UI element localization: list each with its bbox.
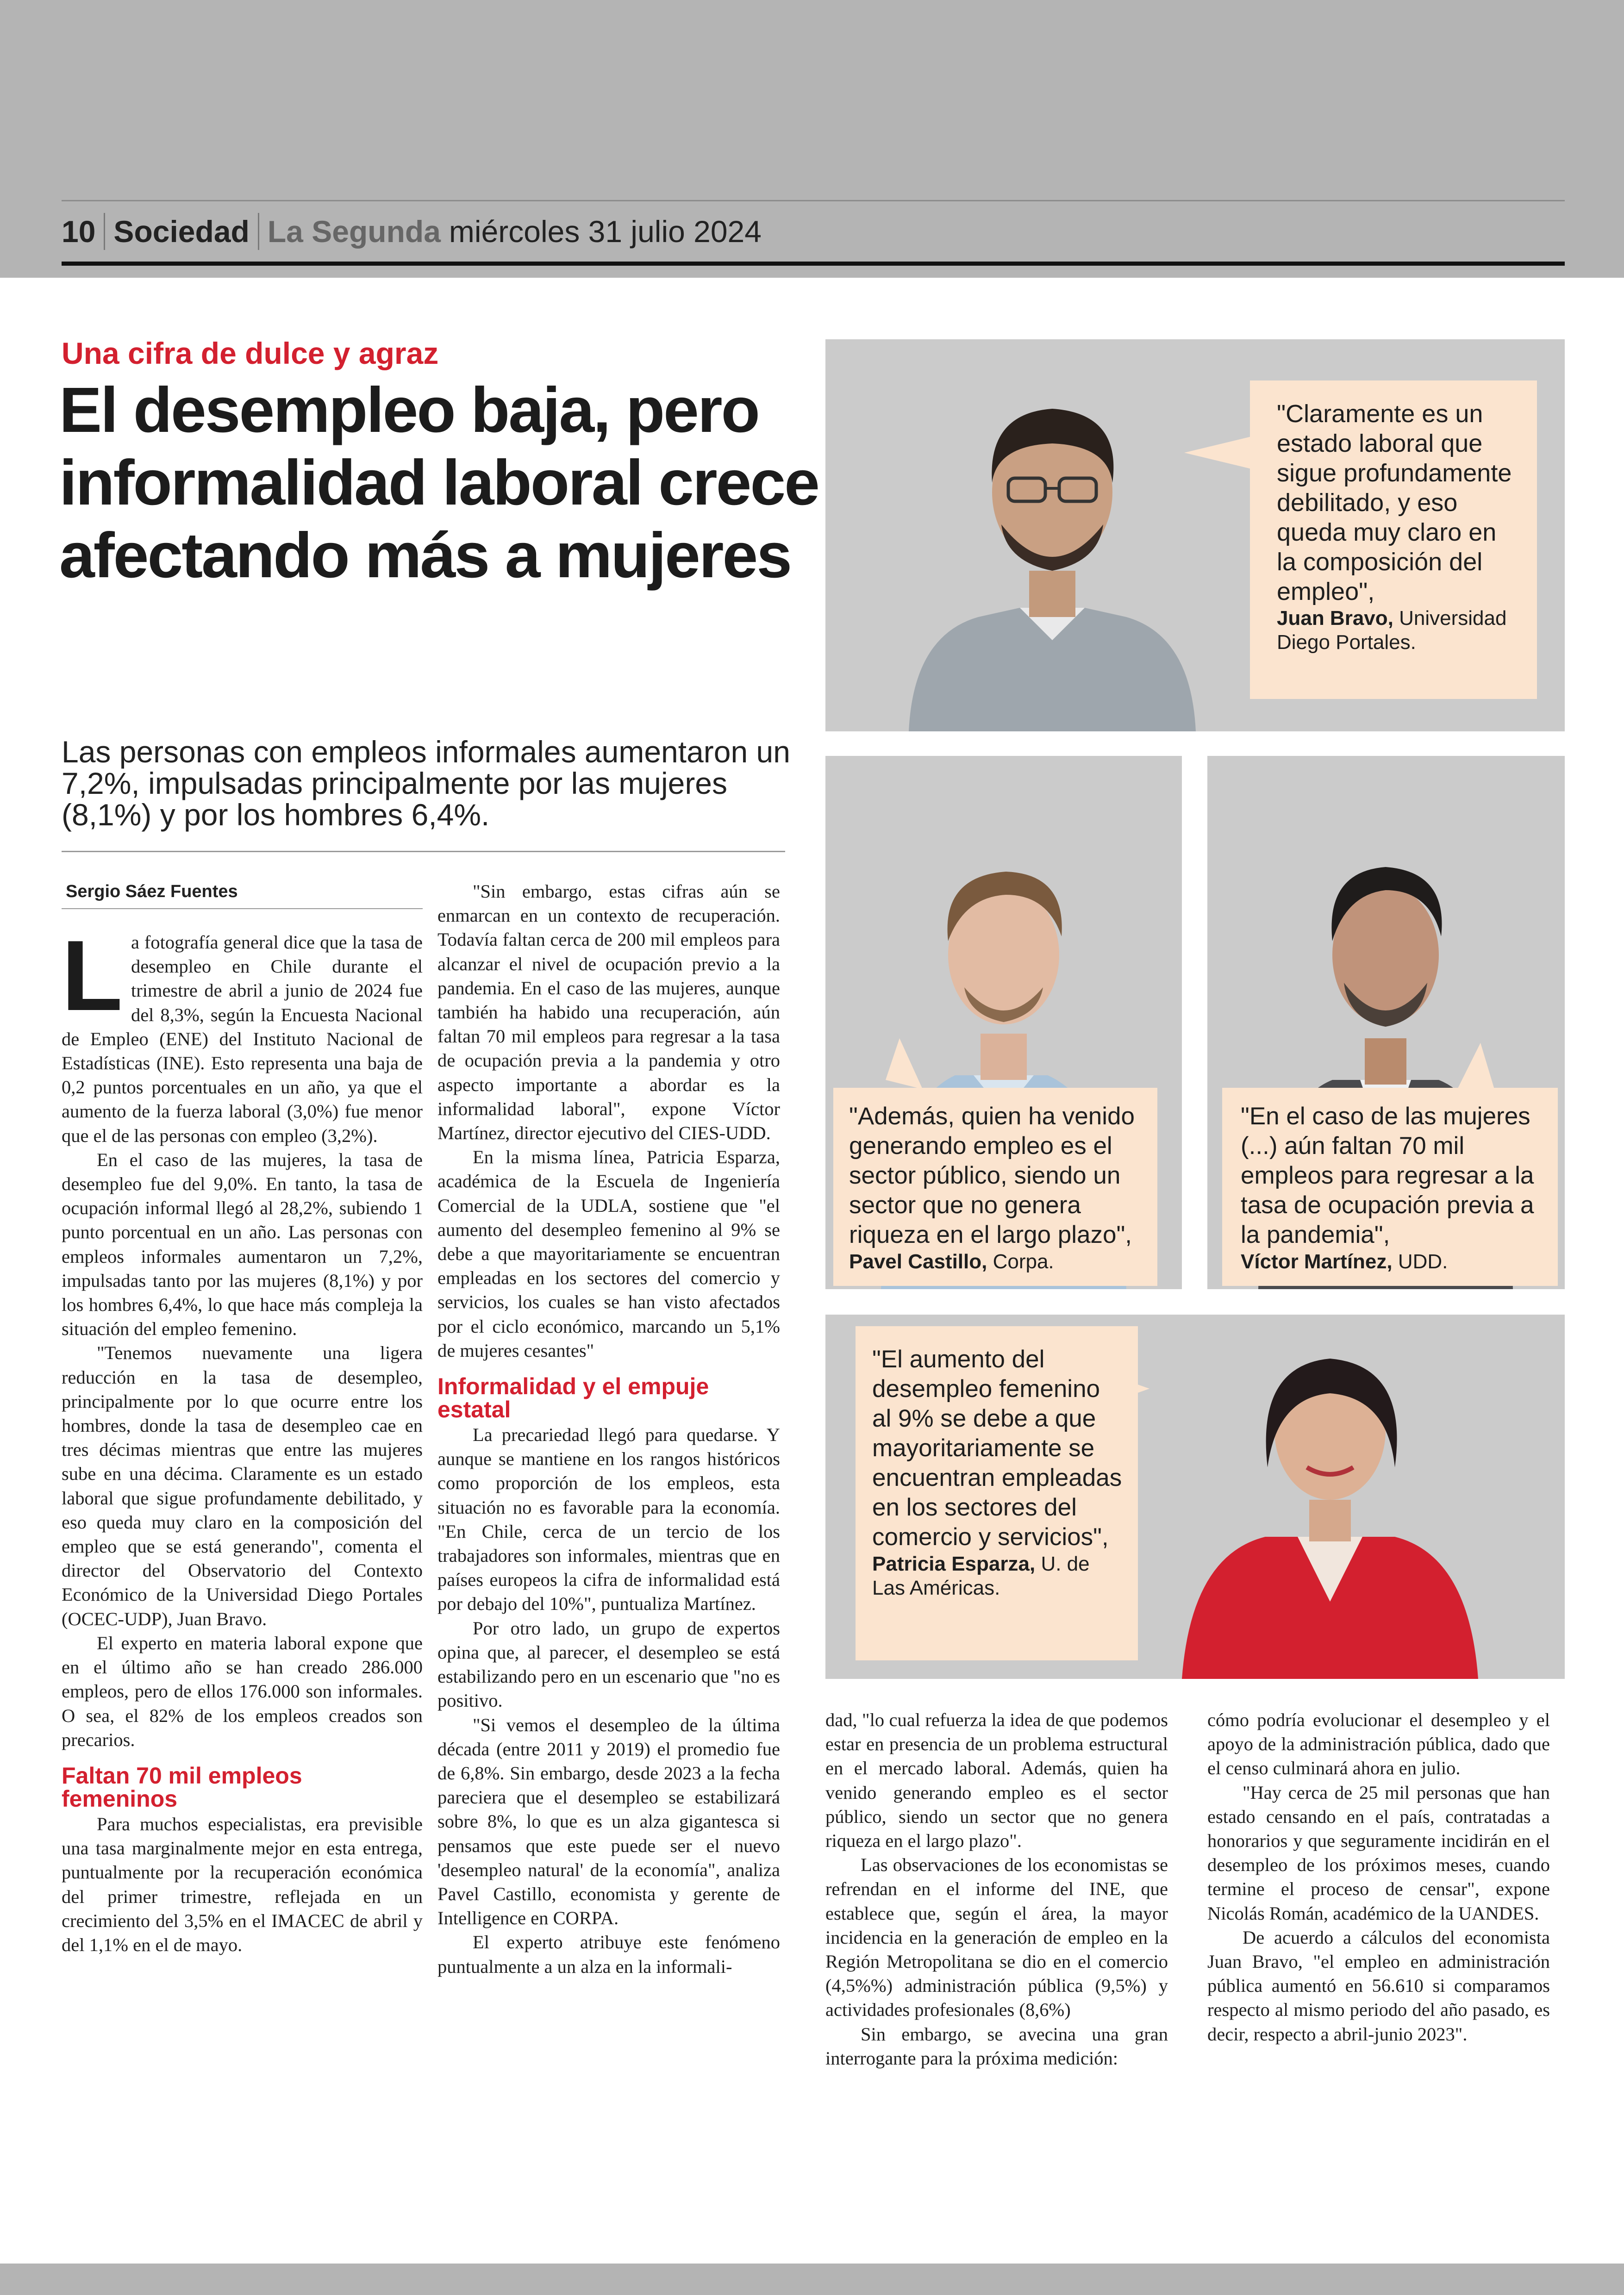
paragraph: dad, "lo cual refuerza la idea de que podemos estar en presencia de un problema estructural en el mercado laboral. Además, quien ha venido generando empleo es el sector público, siendo un sector que no genera riqueza en el largo plazo". — [825, 1709, 1168, 1852]
quote-attribution — [872, 1552, 1124, 1600]
paragraph: Por otro lado, un grupo de expertos opina que, al parecer, el desempleo se está estabilizando pero en un escenario que "no es positivo. — [437, 1617, 780, 1711]
paragraph: "Tenemos nuevamente una ligera reducción en la tasa de desempleo, principalmente por lo que ocurre entre los hombres, donde la tasa de desempleo cae en tres décimas mientras que entre las mujeres sube en una décima. Claramente es un estado laboral que sigue profundamente debilitado, y eso queda muy claro en la composición del empleo que se está generando", comenta el director del Observatorio del Contexto Económico de la Universidad Diego Portales (OCEC-UDP), Juan Bravo. — [62, 1342, 423, 1629]
quote-attribution — [1277, 606, 1518, 655]
paragraph: Para muchos especialistas, era previsible una tasa marginalmente mejor en esta entrega, puntualmente por la recuperación económica del primer trimestre, reflejada en un crecimiento del 3,5% en el IMACEC de abril y del 1,1% en el de mayo. — [62, 1813, 423, 1955]
quote-affiliation: U. de Las Américas. — [872, 1553, 1090, 1599]
paragraph: El experto atribuye este fenómeno puntualmente a un alza en la informali- — [437, 1932, 780, 1977]
paragraph: cómo podría evolucionar el desempleo y el apoyo de la administración pública, dado que el censo culminará ahora en julio. — [1207, 1709, 1550, 1779]
deck-rule — [62, 851, 785, 852]
paragraph: "Sin embargo, estas cifras aún se enmarcan en un contexto de recuperación. Todavía faltan cerca de 200 mil empleos para alcanzar el nivel de ocupación previo a la pandemia. En el caso de las mujeres, aunque también ha habido una recuperación, aún faltan 70 mil empleos para regresar a la tasa de ocupación previa a la pandemia y otro aspecto importante a abordar es la informalidad laboral", expone Víctor Martínez, director ejecutivo del CIES-UDD. — [437, 881, 780, 1144]
quote-affiliation: UDD. — [1398, 1250, 1448, 1273]
pull-quote-juan-bravo — [1250, 380, 1537, 699]
pull-quote-pavel-castillo — [833, 1088, 1157, 1286]
paragraph: "Si vemos el desempleo de la última década (entre 2011 y 2019) el promedio fue de 6,8%. Sin embargo, desde 2023 a la fecha pareciera que el desempleo se estabilizará sobre 8%, lo que es un alza gigantesca si pensamos que este puede ser el nuevo 'desempleo natural' de la economía", analiza Pavel Castillo, economista y gerente de Intelligence en CORPA. — [437, 1714, 780, 1929]
quote-speaker: Patricia Esparza, — [872, 1553, 1036, 1575]
quote-attribution — [849, 1250, 1143, 1274]
paragraph: Sin embargo, se avecina una gran interrogante para la próxima medición: — [825, 2023, 1168, 2069]
bottom-band — [0, 2264, 1624, 2295]
subheading: Faltan 70 mil empleos femeninos — [62, 1762, 302, 1812]
article-column-3 — [825, 1708, 1168, 2070]
paragraph: La precariedad llegó para quedarse. Y aunque se mantiene en los rangos históricos como proporción de los empleos, esta situación no es favorable para la economía. "En Chile, cerca de un tercio de los trabajadores son informales, mientras que en países europeos la cifra de informalidad está por debajo del 10%", puntualiza Martínez. — [437, 1424, 780, 1615]
quote-text: "Claramente es un estado laboral que sigue profundamente debilitado, y eso queda muy claro en la composición del empleo", — [1277, 400, 1512, 605]
byline: Sergio Sáez Fuentes — [66, 882, 238, 901]
masthead-top-rule — [62, 200, 1565, 201]
quote-affiliation: Universidad Diego Portales. — [1277, 607, 1507, 654]
masthead — [62, 204, 762, 259]
quote-attribution — [1241, 1250, 1549, 1274]
quote-speaker: Juan Bravo, — [1277, 607, 1393, 630]
headline: El desempleo baja, pero informalidad laboral crece afectando más a mujeres — [59, 374, 818, 591]
article-column-2 — [437, 879, 780, 1979]
quote-speaker: Pavel Castillo, — [849, 1250, 987, 1273]
article-column-1 — [62, 919, 423, 1957]
quote-affiliation: Corpa. — [993, 1250, 1054, 1273]
quote-text: "Además, quien ha venido generando empleo es el sector público, siendo un sector que no genera riqueza en el largo plazo", — [849, 1103, 1135, 1248]
byline-rule — [62, 908, 423, 909]
subheading: Informalidad y el empuje estatal — [437, 1373, 709, 1423]
paragraph: "Hay cerca de 25 mil personas que han estado censando en el país, contratadas a honorarios y que seguramente incidirán en el desempleo de los próximos meses, cuando termine el proceso de censar", expone Nicolás Román, académico de la UANDES. — [1207, 1782, 1550, 1924]
page-number: 10 — [62, 214, 96, 249]
section-name: Sociedad — [113, 214, 250, 249]
article-column-4 — [1207, 1708, 1550, 2046]
quote-text: "En el caso de las mujeres (...) aún faltan 70 mil empleos para regresar a la tasa de ocupación previa a la pandemia", — [1241, 1103, 1534, 1248]
drop-cap: L — [62, 919, 123, 1031]
paragraph: El experto en materia laboral expone que en el último año se han creado 286.000 empleos, pero de ellos 176.000 son informales. O sea, el 82% de los empleos creados son precarios. — [62, 1632, 423, 1750]
quote-speaker: Víctor Martínez, — [1241, 1250, 1393, 1273]
pull-quote-patricia-esparza — [856, 1326, 1138, 1660]
quote-text: "El aumento del desempleo femenino al 9% se debe a que mayoritariamente se encuentran empleadas en los sectores del comercio y servicios", — [872, 1346, 1122, 1551]
paragraph: a fotografía general dice que la tasa de desempleo en Chile durante el trimestre de abril a junio de 2024 fue del 8,3%, según la Encuesta Nacional de Empleo (ENE) del Instituto Nacional de Estadísticas (INE). Esto representa una baja de 0,2 puntos porcentuales en un año, ya que el aumento de la fuerza laboral (3,0%) fue menor que el de las personas con empleo (3,2%). — [62, 932, 423, 1146]
paragraph: En el caso de las mujeres, la tasa de desempleo fue del 9,0%. En tanto, la tasa de ocupación informal llegó al 28,2%, subiendo 1 punto porcentual en un año. Las personas con empleos informales aumentaron un 7,2%, impulsadas tanto por las mujeres (8,1%) y por los hombres 6,4%, lo que hace más compleja la situación del empleo femenino. — [62, 1149, 423, 1340]
paragraph: De acuerdo a cálculos del economista Juan Bravo, "el empleo en administración pública aumentó en 56.610 si comparamos respecto al mismo periodo del año pasado, es decir, respecto a abril-junio 2023". — [1207, 1927, 1550, 2045]
paragraph: En la misma línea, Patricia Esparza, académica de la Escuela de Ingeniería Comercial de la UDLA, sostiene que "el aumento del desempleo femenino al 9% se debe a que mayoritariamente se encuentran empleadas en los sectores del comercio y servicios, los cuales se han visto afectados por el ciclo económico, marcando un 5,1% de mujeres cesantes" — [437, 1147, 780, 1361]
publication-name: La Segunda — [267, 214, 441, 249]
masthead-divider — [258, 213, 259, 250]
paragraph: Las observaciones de los economistas se refrendan en el informe del INE, que establece que, según el área, la mayor incidencia en la generación de empleo en la Región Metropolitana se dio en el comercio (4,5%%) administración pública (9,5%) y actividades profesionales (8,6%) — [825, 1854, 1168, 2021]
masthead-divider — [104, 213, 105, 250]
kicker: Una cifra de dulce y agraz — [62, 336, 439, 370]
deck-subtitle: Las personas con empleos informales aumentaron un 7,2%, impulsadas principalmente por las mujeres (8,1%) y por los hombres 6,4%. — [62, 735, 790, 832]
masthead-rule — [62, 262, 1565, 266]
pull-quote-victor-martinez — [1222, 1088, 1558, 1286]
issue-date: miércoles 31 julio 2024 — [449, 214, 762, 249]
